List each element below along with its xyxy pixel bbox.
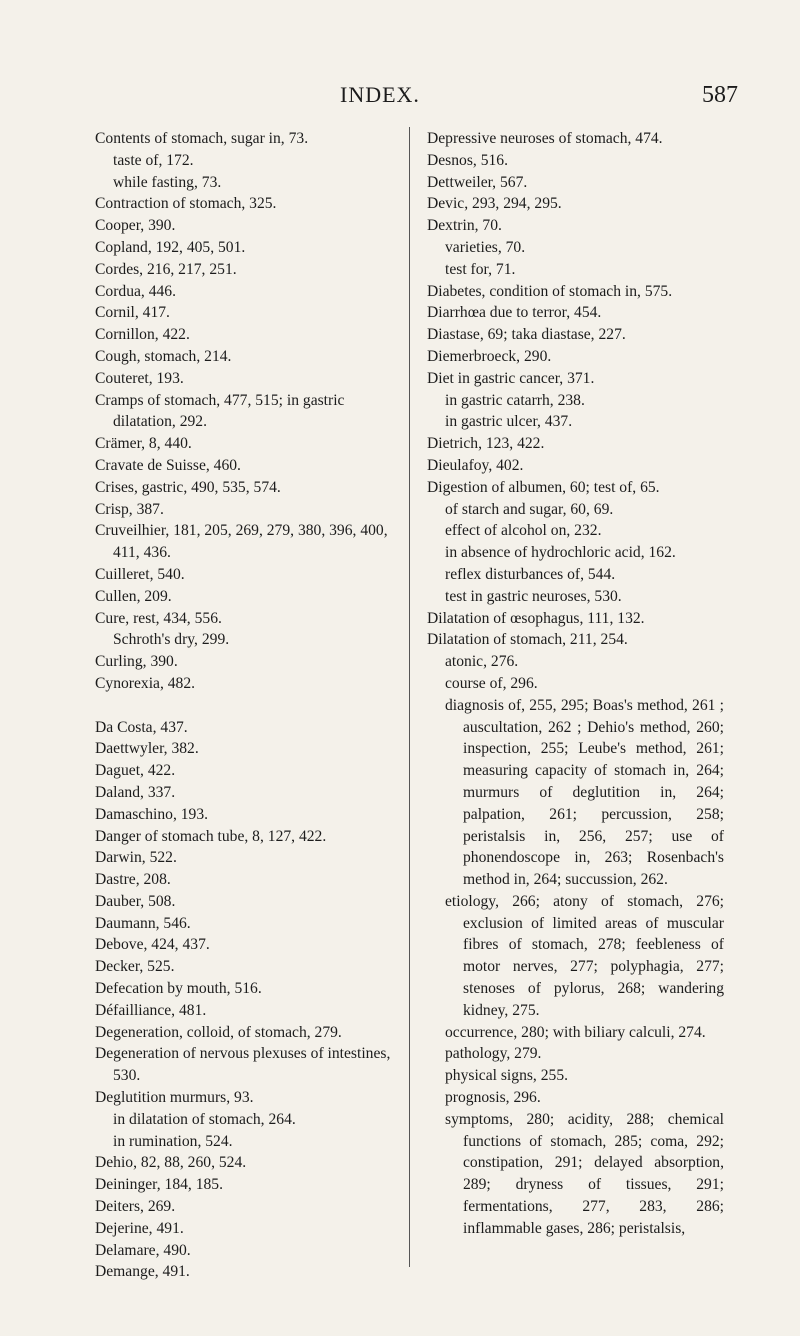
index-subentry: test in gastric neuroses, 530. — [445, 587, 622, 605]
index-entry: Cullen, 209. — [95, 587, 172, 605]
index-entry: Danger of stomach tube, 8, 127, 422. — [95, 827, 327, 845]
index-entry: Desnos, 516. — [427, 151, 508, 169]
index-column-left — [95, 128, 395, 1283]
page-header — [0, 82, 800, 112]
index-entry: Deininger, 184, 185. — [95, 1176, 224, 1194]
index-entry: Crisp, 387. — [95, 500, 164, 518]
index-entry: Dieulafoy, 402. — [427, 456, 524, 474]
index-entry: Dehio, 82, 88, 260, 524. — [95, 1154, 247, 1172]
index-entry: Diastase, 69; taka diastase, 227. — [427, 326, 626, 344]
index-entry: Couteret, 193. — [95, 369, 184, 387]
index-entry: Decker, 525. — [95, 958, 175, 976]
index-entry: Diarrhœa due to terror, 454. — [427, 304, 602, 322]
index-entry: Cure, rest, 434, 556. — [95, 609, 222, 627]
index-entry: Cordes, 216, 217, 251. — [95, 260, 237, 278]
index-entry: Dejerine, 491. — [95, 1219, 184, 1237]
index-entry: Defecation by mouth, 516. — [95, 980, 262, 998]
index-entry: Debove, 424, 437. — [95, 936, 210, 954]
index-entry: Cramps of stomach, 477, 515; in gastric dilatation, 292. — [95, 391, 345, 431]
index-entry: Dextrin, 70. — [427, 217, 502, 235]
index-entry: Dilatation of œsophagus, 111, 132. — [427, 609, 645, 627]
index-entry: Degeneration, colloid, of stomach, 279. — [95, 1023, 342, 1041]
index-subentry: in dilatation of stomach, 264. — [113, 1110, 296, 1128]
index-entry: Défailliance, 481. — [95, 1001, 207, 1019]
index-subentry: in absence of hydrochloric acid, 162. — [445, 544, 676, 562]
index-entry: Cornil, 417. — [95, 304, 170, 322]
index-entry: Daguet, 422. — [95, 762, 176, 780]
index-entry: Diabetes, condition of stomach in, 575. — [427, 282, 673, 300]
index-subentry: in rumination, 524. — [113, 1132, 233, 1150]
index-subentry: reflex disturbances of, 544. — [445, 565, 616, 583]
index-subentry: in gastric ulcer, 437. — [445, 413, 573, 431]
index-entry: Da Costa, 437. — [95, 718, 188, 736]
index-subentry: diagnosis of, 255, 295; Boas's method, 261 ; auscultation, 262 ; Dehio's method, 260; inspection, 255; Leube's method, 261; measuring capacity of stomach in, 264; murmurs of deglutition in, 264; palpation, 261; percussion, 258; peristalsis in, 256, 257; use of phonendoscope in, 263; Rosenbach's method in, 264; succussion, 262. — [445, 696, 724, 889]
index-entry: Devic, 293, 294, 295. — [427, 195, 562, 213]
index-entry: Daland, 337. — [95, 783, 176, 801]
index-subentry: Schroth's dry, 299. — [113, 631, 230, 649]
index-subentry: of starch and sugar, 60, 69. — [445, 500, 614, 518]
index-entry: Cough, stomach, 214. — [95, 347, 232, 365]
index-subentry: etiology, 266; atony of stomach, 276; exclusion of limited areas of muscular fibres of stomach, 278; feebleness of motor nerves, 277; polyphagia, 277; stenoses of pylorus, 268; wandering kidney, 275. — [445, 892, 724, 1019]
index-subentry: course of, 296. — [445, 674, 538, 692]
index-entry: Crämer, 8, 440. — [95, 435, 192, 453]
index-subentry: symptoms, 280; acidity, 288; chemical functions of stomach, 285; coma, 292; constipation, 291; delayed absorption, 289; dryness of tissues, 291; fermentations, 277, 283, 286; inflammable gases, 286; peristalsis, — [445, 1110, 724, 1237]
index-entry: Delamare, 490. — [95, 1241, 191, 1259]
index-entry: Cravate de Suisse, 460. — [95, 456, 241, 474]
index-entry: Cornillon, 422. — [95, 326, 190, 344]
index-subentry: varieties, 70. — [445, 238, 526, 256]
index-entry: Degeneration of nervous plexuses of intestines, 530. — [95, 1045, 391, 1085]
index-subentry: taste of, 172. — [113, 151, 194, 169]
index-entry: Digestion of albumen, 60; test of, 65. — [427, 478, 660, 496]
index-subentry: test for, 71. — [445, 260, 516, 278]
index-entry: Crises, gastric, 490, 535, 574. — [95, 478, 281, 496]
index-entry: Cynorexia, 482. — [95, 674, 196, 692]
index-entry: Curling, 390. — [95, 653, 178, 671]
index-entry: Demange, 491. — [95, 1263, 190, 1281]
page-number: 587 — [702, 82, 738, 108]
index-entry: Diet in gastric cancer, 371. — [427, 369, 595, 387]
index-subentry: effect of alcohol on, 232. — [445, 522, 602, 540]
index-entry: Deglutition murmurs, 93. — [95, 1089, 254, 1107]
index-entry: Damaschino, 193. — [95, 805, 209, 823]
index-entry: Cruveilhier, 181, 205, 269, 279, 380, 396, 400, 411, 436. — [95, 522, 388, 562]
index-entry: Dilatation of stomach, 211, 254. — [427, 631, 628, 649]
index-entry: Darwin, 522. — [95, 849, 177, 867]
index-subentry: while fasting, 73. — [113, 173, 222, 191]
index-subentry: atonic, 276. — [445, 653, 519, 671]
index-column-right — [427, 128, 724, 1240]
index-entry: Cuilleret, 540. — [95, 565, 185, 583]
index-subentry: prognosis, 296. — [445, 1089, 541, 1107]
index-entry: Dauber, 508. — [95, 892, 176, 910]
column-divider — [409, 127, 410, 1267]
index-entry: Dastre, 208. — [95, 871, 171, 889]
index-entry: Contraction of stomach, 325. — [95, 195, 277, 213]
index-entry: Deiters, 269. — [95, 1198, 176, 1216]
index-entry: Dettweiler, 567. — [427, 173, 528, 191]
index-entry: Copland, 192, 405, 501. — [95, 238, 246, 256]
index-entry: Contents of stomach, sugar in, 73. — [95, 130, 309, 147]
index-subentry: occurrence, 280; with biliary calculi, 274. — [445, 1023, 706, 1041]
index-entry: Cordua, 446. — [95, 282, 176, 300]
index-entry: Depressive neuroses of stomach, 474. — [427, 130, 663, 147]
index-entry: Cooper, 390. — [95, 217, 176, 235]
index-subentry: physical signs, 255. — [445, 1067, 569, 1085]
running-title: INDEX. — [340, 82, 420, 107]
index-subentry: in gastric catarrh, 238. — [445, 391, 585, 409]
index-entry: Diemerbroeck, 290. — [427, 347, 552, 365]
index-entry: Dietrich, 123, 422. — [427, 435, 545, 453]
index-subentry: pathology, 279. — [445, 1045, 542, 1063]
index-entry: Daettwyler, 382. — [95, 740, 199, 758]
index-entry: Daumann, 546. — [95, 914, 191, 932]
